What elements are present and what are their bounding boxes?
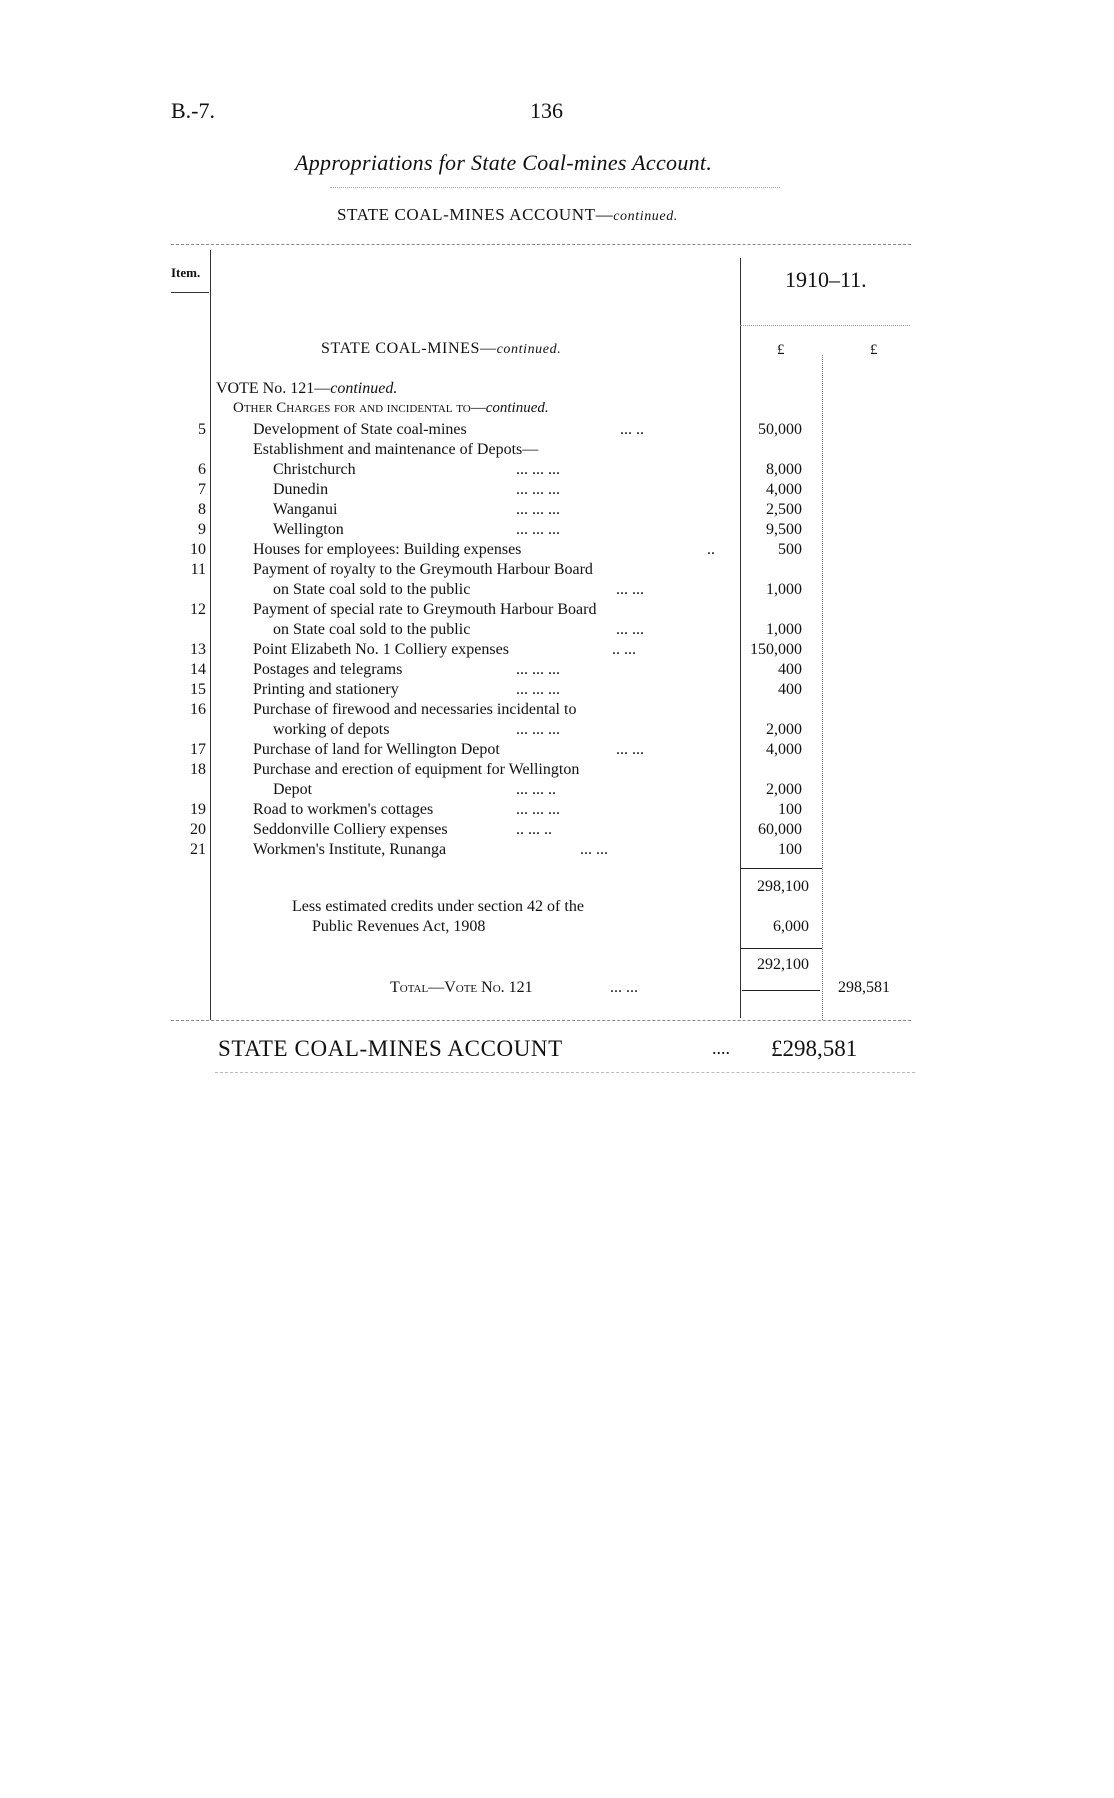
leader-dots: ... ... ... [516,801,560,818]
item-description: Point Elizabeth No. 1 Colliery expenses [253,641,509,658]
subtitle-continued: continued. [613,209,678,224]
total-dash-rule [742,990,820,991]
section-heading [321,340,561,358]
item-description: Workmen's Institute, Runanga [253,841,447,858]
vote-heading-continued: continued. [330,380,398,397]
item-description: Dunedin [273,481,329,498]
vote-total-value: 298,581 [838,979,890,996]
item-amount: 9,500 [766,521,802,538]
table-row [150,840,950,860]
leader-dots: ... ... .. [516,781,556,798]
table-row [150,500,950,520]
item-description: Purchase of land for Wellington Depot [253,741,500,758]
item-description: Wanganui [273,501,338,518]
item-number: 5 [198,421,206,438]
item-description: Payment of royalty to the Greymouth Harbour Board [253,561,593,578]
item-amount: 100 [778,801,802,818]
item-number: 14 [190,661,206,678]
item-number: 15 [190,681,206,698]
charges-heading-main: Other Charges for and incidental to— [233,400,486,416]
vote-heading-main: VOTE No. 121— [216,380,331,397]
leader-dots: ... ... [580,841,608,858]
item-description: on State coal sold to the public [273,621,471,638]
item-amount: 4,000 [766,741,802,758]
page-number: 136 [530,98,563,123]
leader-dots: .. ... .. [516,821,552,838]
table-top-rule [171,244,911,245]
subtotal-amount: 298,100 [757,878,809,895]
leader-dots: ... ... [616,741,644,758]
table-row [150,780,950,800]
table-row [150,620,950,640]
pound-sign-total-column: £ [870,342,878,358]
item-header-underline [171,292,209,293]
leader-dots: ... ... [616,621,644,638]
page-title: Appropriations for State Coal-mines Account. [295,150,713,175]
item-description: Seddonville Colliery expenses [253,821,448,838]
account-total-value: £298,581 [771,1036,858,1061]
item-amount: 400 [778,681,802,698]
leader-dots: ... ... ... [516,681,560,698]
item-amount: 400 [778,661,802,678]
table-row [150,460,950,480]
table-row [150,800,950,820]
leader-dots: ... ... ... [516,501,560,518]
table-row [150,580,950,600]
item-number: 9 [198,521,206,538]
table-row [150,740,950,760]
item-description: Development of State coal-mines [253,421,467,438]
table-row [150,440,950,460]
item-amount: 2,000 [766,721,802,738]
year-column-header: 1910–11. [785,267,867,292]
item-number: 7 [198,481,206,498]
title-rule [330,187,780,188]
item-description: Establishment and maintenance of Depots— [253,441,539,458]
leader-dots: ... ... ... [516,721,560,738]
charges-heading-continued: continued. [485,400,549,416]
item-description: Christchurch [273,461,356,478]
table-row [150,660,950,680]
table-bottom-rule [171,1020,911,1021]
leader-dots: .. [707,541,715,558]
table-row [150,720,950,740]
item-number: 13 [190,641,206,658]
item-description: working of depots [273,721,390,738]
document-reference: B.-7. [171,98,215,123]
item-description: Payment of special rate to Greymouth Harbour Board [253,601,597,618]
footer-rule [215,1072,915,1073]
item-amount: 60,000 [758,821,802,838]
table-row [150,700,950,720]
item-number: 17 [190,741,206,758]
account-total-dots: .... [712,1038,730,1058]
leader-dots: ... .. [620,421,644,438]
item-number: 6 [198,461,206,478]
leader-dots: ... ... [616,581,644,598]
item-description: Printing and stationery [253,681,399,698]
item-number: 11 [190,561,206,578]
item-amount: 1,000 [766,581,802,598]
less-credits-line1: Less estimated credits under section 42 of the [292,898,584,915]
section-heading-continued: continued. [496,342,562,357]
vote-total-dots: ... ... [610,979,638,996]
item-number: 19 [190,801,206,818]
account-total-label: STATE COAL-MINES ACCOUNT [218,1036,563,1061]
less-credits-amount: 6,000 [773,918,809,935]
item-number: 10 [190,541,206,558]
item-amount: 50,000 [758,421,802,438]
item-number: 21 [190,841,206,858]
table-row [150,520,950,540]
year-header-rule [740,325,910,326]
less-credits-line2: Public Revenues Act, 1908 [312,918,486,935]
item-amount: 2,000 [766,781,802,798]
table-row [150,420,950,440]
subtotal-rule [740,868,822,869]
item-description: Houses for employees: Building expenses [253,541,522,558]
item-description: on State coal sold to the public [273,581,471,598]
item-description: Depot [273,781,313,798]
table-row [150,680,950,700]
item-number: 18 [190,761,206,778]
item-description: Wellington [273,521,344,538]
item-amount: 500 [778,541,802,558]
item-number: 16 [190,701,206,718]
item-amount: 1,000 [766,621,802,638]
item-amount: 100 [778,841,802,858]
vote-heading [216,380,397,398]
item-description: Postages and telegrams [253,661,403,678]
item-description: Road to workmen's cottages [253,801,434,818]
leader-dots: ... ... ... [516,661,560,678]
item-column-header: Item. [171,265,201,280]
charges-heading [233,400,549,417]
pound-sign-amount-column: £ [777,342,785,358]
net-rule [740,948,822,949]
item-amount: 150,000 [750,641,802,658]
item-description: Purchase of firewood and necessaries incidental to [253,701,577,718]
table-row [150,480,950,500]
table-row [150,560,950,580]
item-description: Purchase and erection of equipment for Wellington [253,761,580,778]
account-subtitle [337,205,678,225]
vote-total-label: Total—Vote No. 121 [390,979,533,996]
table-row [150,820,950,840]
item-number: 20 [190,821,206,838]
item-number: 12 [190,601,206,618]
table-row [150,760,950,780]
subtitle-main: STATE COAL-MINES ACCOUNT— [337,205,614,224]
section-heading-main: STATE COAL-MINES— [321,340,497,357]
table-row [150,540,950,560]
net-amount: 292,100 [757,956,809,973]
leader-dots: ... ... ... [516,521,560,538]
table-row [150,640,950,660]
table-row [150,600,950,620]
item-number: 8 [198,501,206,518]
leader-dots: .. ... [612,641,636,658]
leader-dots: ... ... ... [516,461,560,478]
leader-dots: ... ... ... [516,481,560,498]
item-amount: 4,000 [766,481,802,498]
item-amount: 8,000 [766,461,802,478]
item-amount: 2,500 [766,501,802,518]
